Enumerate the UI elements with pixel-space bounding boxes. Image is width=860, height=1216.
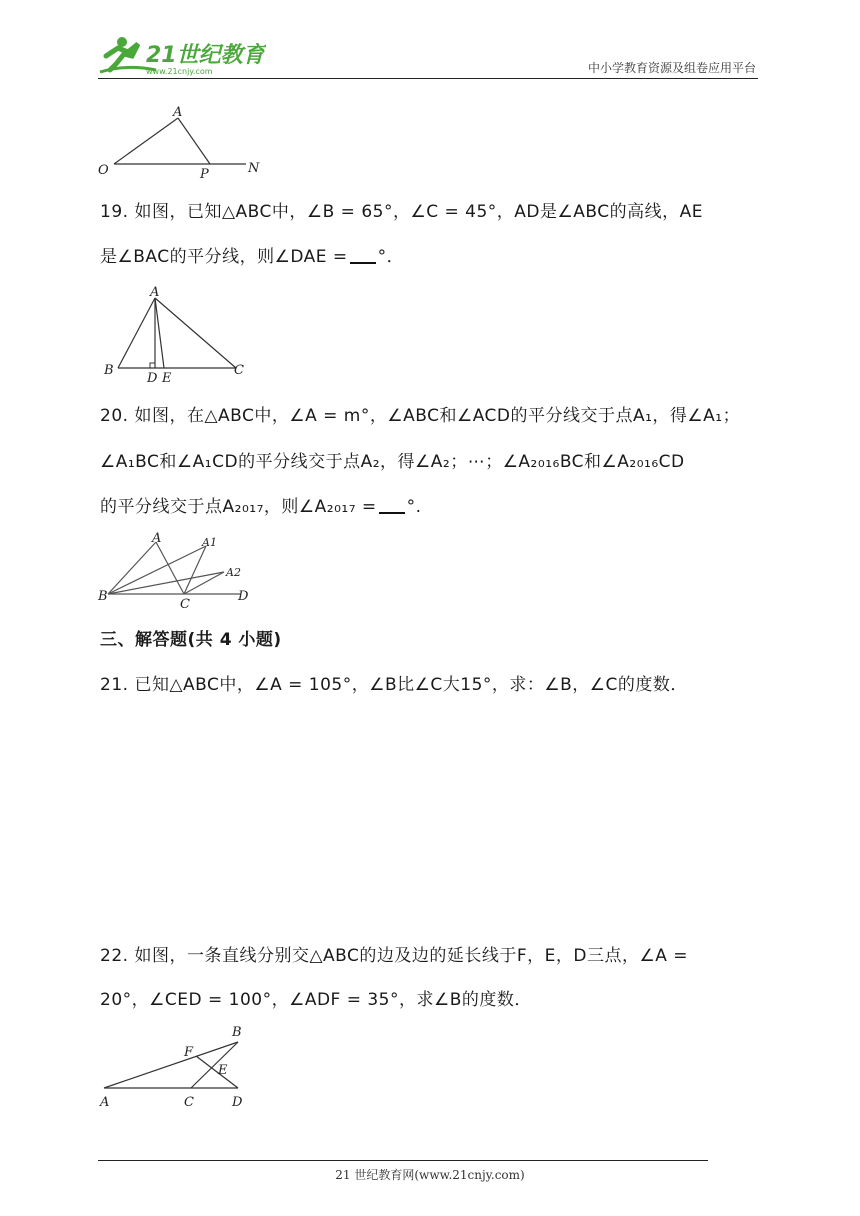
q20-line2: ∠A₁BC和∠A₁CD的平分线交于点A₂，得∠A₂；⋯；∠A₂₀₁₆BC和∠A₂₀₁₆CD	[100, 452, 685, 472]
q21-text: 21. 已知△ABC中，∠A = 105°，∠B比∠C大15°，求：∠B，∠C的度数．	[100, 675, 688, 695]
label-C: C	[184, 1095, 194, 1110]
label-A2: A2	[226, 566, 241, 579]
label-D: D	[232, 1095, 243, 1110]
label-P: P	[200, 167, 209, 182]
figure-q19	[98, 284, 258, 386]
q20-line3	[100, 494, 422, 519]
label-O: O	[98, 163, 109, 178]
q20-line3-text: 的平分线交于点A₂₀₁₇，则∠A₂₀₁₇ =	[100, 497, 377, 517]
q19-line2-end: °．	[377, 247, 405, 267]
figure-q22	[96, 1022, 256, 1114]
label-C: C	[180, 597, 190, 610]
label-N: N	[248, 161, 260, 176]
q19-line2	[100, 244, 404, 269]
label-A: A	[152, 532, 162, 546]
q22-line2: 20°，∠CED = 100°，∠ADF = 35°，求∠B的度数．	[100, 990, 532, 1010]
footer-divider	[98, 1160, 708, 1161]
figure-q20	[96, 532, 256, 610]
label-F: F	[184, 1045, 194, 1060]
q22-line1: 22. 如图，一条直线分别交△ABC的边及边的延长线于F，E，D三点，∠A =	[100, 946, 689, 966]
label-A: A	[150, 285, 160, 300]
label-E: E	[162, 371, 172, 386]
figure-q18	[96, 104, 266, 182]
label-B: B	[104, 363, 114, 378]
site-logo	[96, 34, 266, 80]
label-B: B	[98, 589, 108, 604]
answer-blank	[379, 494, 405, 514]
label-D: D	[147, 371, 158, 386]
q19-line2-text: 是∠BAC的平分线，则∠DAE =	[100, 247, 348, 267]
label-B: B	[232, 1025, 242, 1040]
footer-text: 21 世纪教育网(www.21cnjy.com)	[335, 1168, 525, 1182]
header-divider	[98, 78, 758, 79]
q20-line3-end: °.	[406, 497, 422, 517]
label-A: A	[173, 105, 183, 120]
q20-line1: 20. 如图，在△ABC中，∠A = m°，∠ABC和∠ACD的平分线交于点A₁，得∠A₁；	[100, 406, 741, 426]
label-C: C	[234, 363, 244, 378]
label-A: A	[100, 1095, 110, 1110]
label-D: D	[238, 589, 249, 604]
logo-url: www.21cnjy.com	[146, 67, 213, 76]
logo-text: 21世纪教育	[146, 43, 265, 68]
answer-blank	[350, 244, 376, 264]
header-platform-text: 中小学教育资源及组卷应用平台	[587, 61, 756, 75]
section-heading: 三、解答题(共 4 小题)	[100, 630, 282, 650]
q19-line1: 19. 如图，已知△ABC中，∠B = 65°，∠C = 45°，AD是∠ABC的高线，AE	[100, 202, 703, 222]
label-E: E	[218, 1063, 228, 1078]
label-A1: A1	[202, 536, 217, 549]
